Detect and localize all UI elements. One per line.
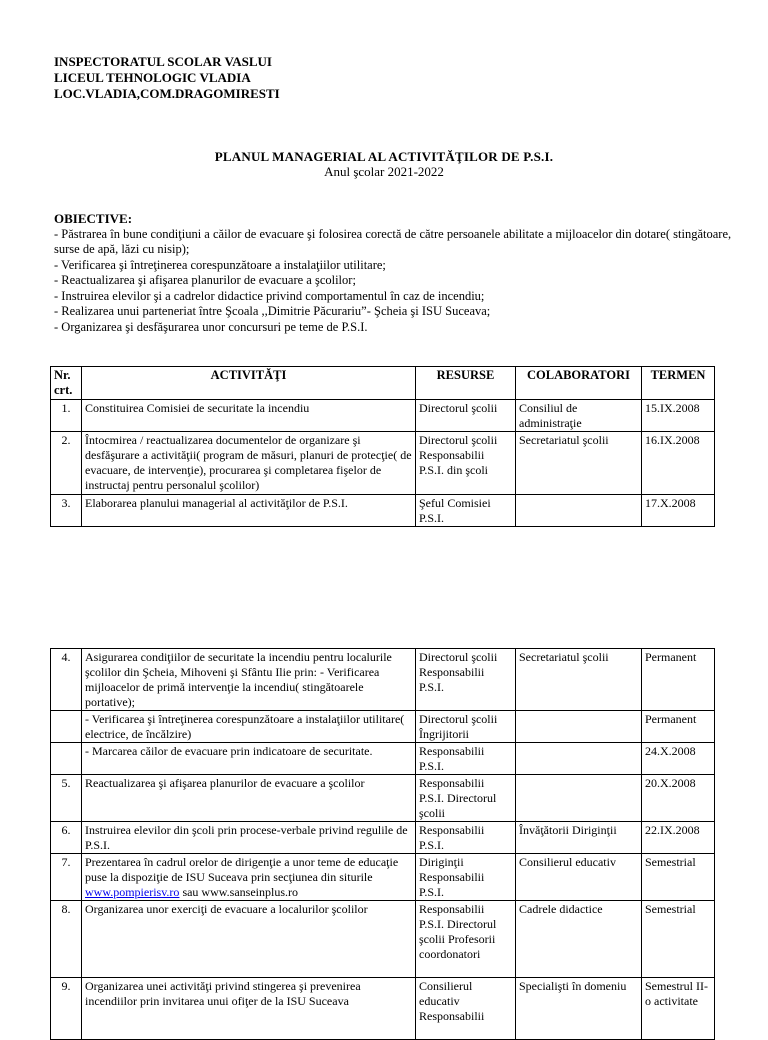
table-row <box>51 743 715 775</box>
row-activity: Instruirea elevilor din şcoli prin procese-verbale privind regulile de P.S.I. <box>82 822 416 854</box>
header-colaboratori: COLABORATORI <box>516 367 642 400</box>
table-row <box>51 495 715 527</box>
row-resources: Diriginţii Responsabilii P.S.I. <box>416 854 516 901</box>
row-deadline: 17.X.2008 <box>642 495 715 527</box>
objectives-heading: OBIECTIVE: <box>54 211 133 226</box>
row-nr: 6. <box>51 822 82 854</box>
row-resources: Responsabilii P.S.I. Directorul şcolii <box>416 775 516 822</box>
row-nr: 1. <box>51 400 82 432</box>
objectives-section <box>54 211 734 335</box>
row-resources: Responsabilii P.S.I. Directorul şcolii Profesorii coordonatori <box>416 901 516 978</box>
row-nr: 2. <box>51 432 82 495</box>
row-resources: Directorul şcolii Responsabilii P.S.I. <box>416 649 516 711</box>
row-deadline: Semestrial <box>642 854 715 901</box>
objective-item: - Realizarea unui parteneriat între Şcoala ,,Dimitrie Păcurariu”- Şcheia şi ISU Suceava; <box>54 304 491 318</box>
row-nr: 8. <box>51 901 82 978</box>
row-resources: Directorul şcolii Responsabilii P.S.I. din şcoli <box>416 432 516 495</box>
row-deadline: 24.X.2008 <box>642 743 715 775</box>
row-activity: Organizarea unei activităţi privind stingerea şi prevenirea incendiilor prin invitarea unui ofiţer de la ISU Suceava <box>82 978 416 1040</box>
row-activity: Întocmirea / reactualizarea documentelor de organizare şi desfăşurare a activităţii( program de măsuri, planuri de protecţie( de evacuare, de intervenţie), procurarea şi completarea fişelor de instructaj pentru personalul şcolilor) <box>82 432 416 495</box>
row-deadline: Permanent <box>642 711 715 743</box>
row-nr: 9. <box>51 978 82 1040</box>
document-title: PLANUL MANAGERIAL AL ACTIVITĂŢILOR DE P.S.I. <box>214 149 554 164</box>
header-termen: TERMEN <box>642 367 715 400</box>
row-collaborators: Cadrele didactice <box>516 901 642 978</box>
row-resources: Directorul şcolii Îngrijitorii <box>416 711 516 743</box>
objective-item: - Verificarea şi întreţinerea corespunzătoare a instalaţiilor utilitare; <box>54 257 386 272</box>
table-row <box>51 978 715 1040</box>
row-resources: Directorul şcolii <box>416 400 516 432</box>
activity-text: sau www.sanseinplus.ro <box>179 885 298 899</box>
row-deadline: Semestrial <box>642 901 715 978</box>
header-resurse: RESURSE <box>416 367 516 400</box>
objective-item: - Organizarea şi desfăşurarea unor concursuri pe teme de P.S.I. <box>54 319 368 334</box>
row-collaborators: Specialişti în domeniu <box>516 978 642 1040</box>
header-school: LICEUL TEHNOLOGIC VLADIA <box>54 70 251 85</box>
pompierisv-link[interactable]: www.pompierisv.ro <box>85 885 180 899</box>
objective-item: - Reactualizarea şi afişarea planurilor de evacuare a şcolilor; <box>54 273 356 287</box>
row-activity: Asigurarea condiţiilor de securitate la incendiu pentru localurile şcolilor din Şcheia, Mihoveni şi Sfântu Ilie prin: - Verificarea mijloacelor de primă intervenţie la incendiu( stingătoarele portative); <box>82 649 416 711</box>
header-nr: Nr. crt. <box>51 367 82 400</box>
row-activity: Reactualizarea şi afişarea planurilor de evacuare a şcolilor <box>82 775 416 822</box>
row-resources: Şeful Comisiei P.S.I. <box>416 495 516 527</box>
row-resources: Consilierul educativ Responsabilii <box>416 978 516 1040</box>
row-collaborators <box>516 495 642 527</box>
row-collaborators <box>516 743 642 775</box>
row-nr <box>51 711 82 743</box>
row-collaborators: Consiliul de administraţie <box>516 400 642 432</box>
row-activity: Organizarea unor exerciţi de evacuare a localurilor şcolilor <box>82 901 416 978</box>
row-deadline: 16.IX.2008 <box>642 432 715 495</box>
row-resources: Responsabilii P.S.I. <box>416 822 516 854</box>
table-row <box>51 400 715 432</box>
table-row <box>51 432 715 495</box>
objective-item: - Păstrarea în bune condiţiuni a căilor de evacuare şi folosirea corectă de către persoanele abilitate a mijloacelor din dotare( stingătoare, surse de apă, lăzi cu nisip); <box>54 226 732 256</box>
table-row <box>51 649 715 711</box>
row-activity: Elaborarea planului managerial al activităţilor de P.S.I. <box>82 495 416 527</box>
row-activity: - Verificarea şi întreţinerea corespunzătoare a instalaţiilor utilitare( electrice, de încălzire) <box>82 711 416 743</box>
row-activity: - Marcarea căilor de evacuare prin indicatoare de securitate. <box>82 743 416 775</box>
table-row <box>51 711 715 743</box>
objective-item: - Instruirea elevilor şi a cadrelor didactice privind comportamentul în caz de incendiu; <box>54 288 485 303</box>
row-collaborators <box>516 711 642 743</box>
row-resources: Responsabilii P.S.I. <box>416 743 516 775</box>
table-row <box>51 775 715 822</box>
row-nr <box>51 743 82 775</box>
table-row <box>51 822 715 854</box>
row-collaborators: Consilierul educativ <box>516 854 642 901</box>
row-collaborators: Secretariatul şcolii <box>516 649 642 711</box>
document-subtitle: Anul şcolar 2021-2022 <box>324 164 444 179</box>
row-nr: 3. <box>51 495 82 527</box>
table-header-row <box>51 367 715 400</box>
header-activitati: ACTIVITĂŢI <box>82 367 416 400</box>
row-nr: 5. <box>51 775 82 822</box>
table-row <box>51 901 715 978</box>
row-collaborators <box>516 775 642 822</box>
activities-table-page1 <box>50 366 715 527</box>
row-deadline: 20.X.2008 <box>642 775 715 822</box>
row-nr: 4. <box>51 649 82 711</box>
row-activity <box>82 854 416 901</box>
row-collaborators: Secretariatul şcolii <box>516 432 642 495</box>
row-collaborators: Învăţătorii Diriginţii <box>516 822 642 854</box>
row-deadline: Semestrul II- o activitate <box>642 978 715 1040</box>
table-row <box>51 854 715 901</box>
row-nr: 7. <box>51 854 82 901</box>
row-deadline: 22.IX.2008 <box>642 822 715 854</box>
row-deadline: 15.IX.2008 <box>642 400 715 432</box>
header-locality: LOC.VLADIA,COM.DRAGOMIRESTI <box>54 86 280 101</box>
activity-text: Prezentarea în cadrul orelor de dirigenţie a unor teme de educaţie puse la dispoziţie de ISU Suceava prin secţiunea din siturile <box>85 855 399 884</box>
activities-table-page2 <box>50 648 715 1040</box>
school-header <box>54 54 280 102</box>
row-activity: Constituirea Comisiei de securitate la incendiu <box>82 400 416 432</box>
header-inspectorate: INSPECTORATUL SCOLAR VASLUI <box>54 54 272 69</box>
row-deadline: Permanent <box>642 649 715 711</box>
